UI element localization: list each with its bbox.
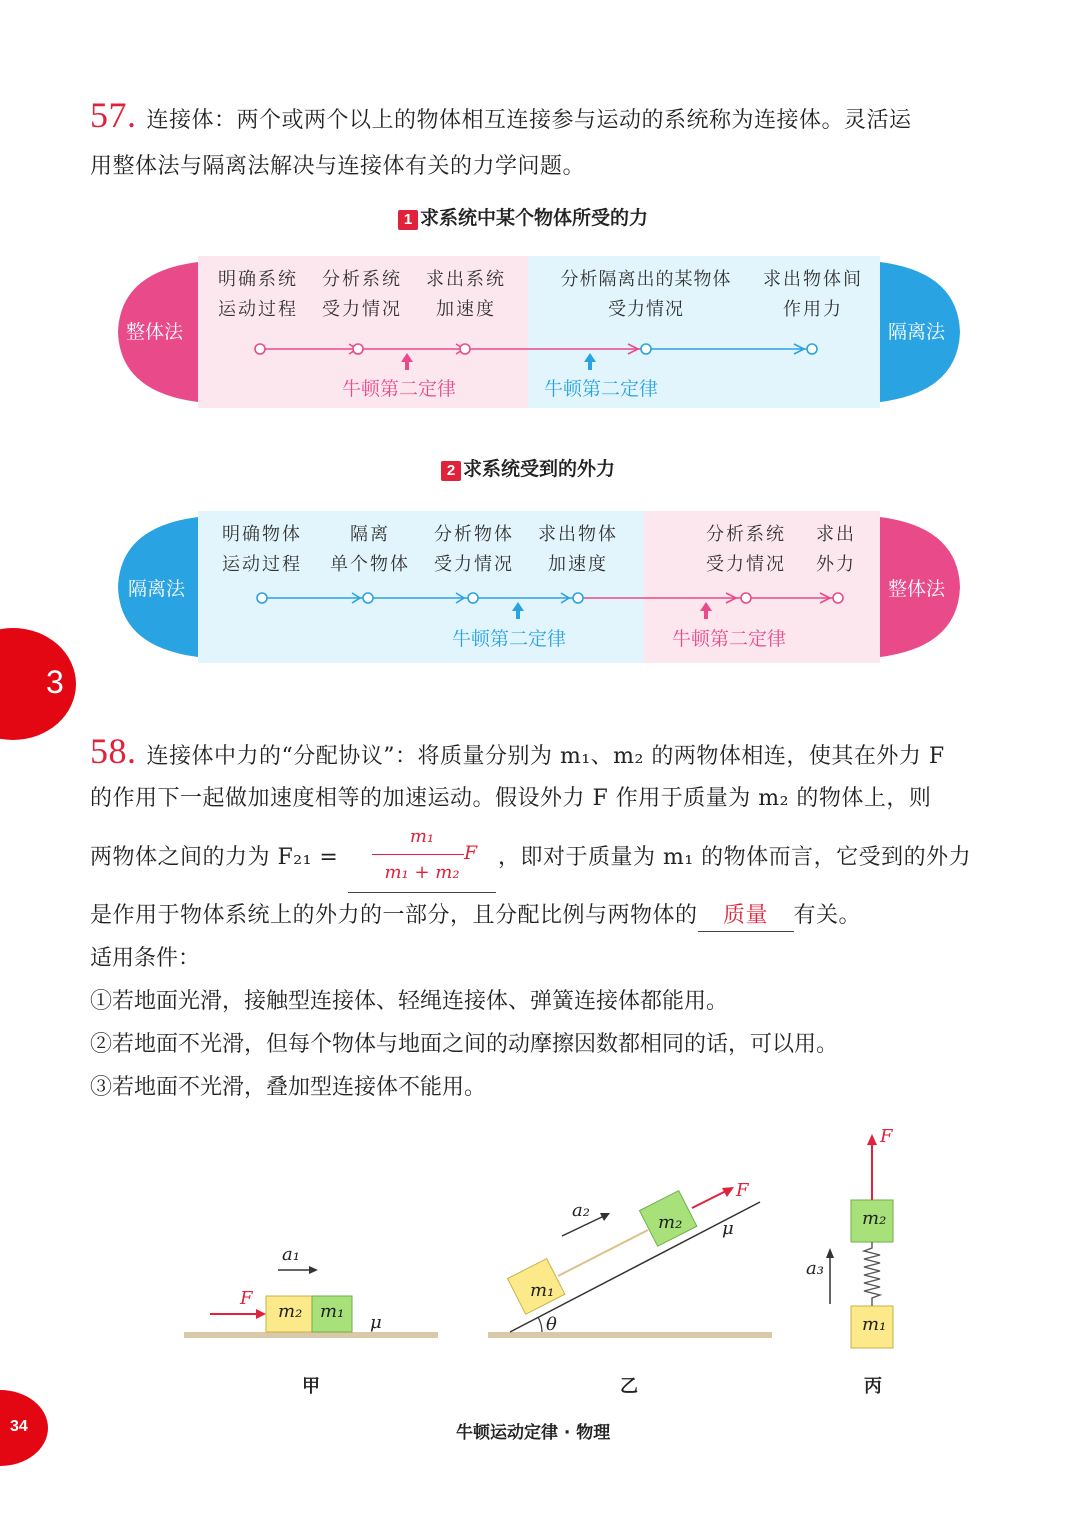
figures xyxy=(0,1120,1080,1420)
force-fraction xyxy=(348,826,496,894)
diagram2-right-method: 整体法 xyxy=(888,578,946,600)
q57-number: 57. xyxy=(90,95,137,135)
diagram2-step-2: 隔离 单个物体 xyxy=(330,524,410,575)
jia-ground xyxy=(184,1332,438,1338)
q57-line2: 用整体法与隔离法解决与连接体有关的力学问题。 xyxy=(90,154,586,179)
bing-label-m2: m₂ xyxy=(862,1208,887,1229)
chapter-tab xyxy=(0,628,76,740)
jia-label-m2: m₂ xyxy=(278,1301,303,1322)
diagram1-step-1: 明确系统 运动过程 xyxy=(218,269,298,320)
bing-label-F: F xyxy=(880,1126,893,1147)
yi-label-mu: μ xyxy=(722,1218,734,1239)
chapter-number: 3 xyxy=(46,664,64,700)
diagram1-left-method: 整体法 xyxy=(126,321,184,343)
bing-label-m1: m₁ xyxy=(862,1314,887,1335)
jia-label-m1: m₁ xyxy=(320,1301,345,1322)
yi-label-F: F xyxy=(736,1180,749,1201)
jia-caption: 甲 xyxy=(302,1376,320,1397)
footer-text: 牛顿运动定律 · 物理 xyxy=(456,1423,611,1443)
fraction-numerator: m₁ xyxy=(409,826,435,847)
diagram1-badge: 1 xyxy=(398,210,418,230)
diagram2-law-right: 牛顿第二定律 xyxy=(672,628,787,650)
fraction-bar xyxy=(372,854,464,855)
q58-number: 58. xyxy=(90,731,137,771)
q57-line1: 连接体：两个或两个以上的物体相互连接参与运动的系统称为连接体。灵活运 xyxy=(146,108,912,133)
diagram1-law-right: 牛顿第二定律 xyxy=(544,378,659,400)
jia-label-a: a₁ xyxy=(282,1244,300,1265)
diagram2-step-5: 分析系统 受力情况 xyxy=(706,524,786,575)
conditions-title: 适用条件： xyxy=(90,946,201,971)
yi-label-m1: m₁ xyxy=(530,1280,555,1301)
fraction-denominator: m₁ + m₂ xyxy=(384,862,460,883)
jia-label-F: F xyxy=(240,1288,253,1309)
diagram1-step-3: 求出系统 加速度 xyxy=(426,269,506,320)
diagram2-law-left: 牛顿第二定律 xyxy=(452,628,567,650)
q58-line3-post: ，即对于质量为 m₁ 的物体而言，它受到的外力 xyxy=(498,845,972,870)
diagram2-title: 2 求系统受到的外力 xyxy=(441,454,615,481)
diagram1-step-5: 求出物体间 作用力 xyxy=(763,269,863,320)
jia-label-mu: μ xyxy=(370,1312,382,1333)
answer-blank: 质量 xyxy=(698,901,794,932)
condition-1: ①若地面光滑，接触型连接体、轻绳连接体、弹簧连接体都能用。 xyxy=(90,989,729,1014)
q57-paragraph xyxy=(90,92,1000,190)
bing-caption: 丙 xyxy=(864,1376,882,1397)
condition-3: ③若地面不光滑，叠加型连接体不能用。 xyxy=(90,1075,487,1100)
diagram1-title: 1 求系统中某个物体所受的力 xyxy=(398,203,648,230)
diagram2-step-6: 求出 外力 xyxy=(816,524,856,575)
yi-caption: 乙 xyxy=(620,1376,638,1397)
condition-2: ②若地面不光滑，但每个物体与地面之间的动摩擦因数都相同的话，可以用。 xyxy=(90,1032,839,1057)
diagram1-step-2: 分析系统 受力情况 xyxy=(322,269,402,320)
diagram1-step-4: 分析隔离出的某物体 受力情况 xyxy=(560,269,732,320)
yi-label-a: a₂ xyxy=(572,1200,590,1221)
q58-line3-pre: 两物体之间的力为 F₂₁ = xyxy=(90,845,339,870)
diagram2-step-4: 求出物体 加速度 xyxy=(538,524,618,575)
diagram2-step-1: 明确物体 运动过程 xyxy=(222,524,302,575)
diagram1-law-left: 牛顿第二定律 xyxy=(342,378,457,400)
page-number: 34 xyxy=(10,1418,28,1435)
yi-label-m2: m₂ xyxy=(658,1212,683,1233)
q58-line2: 的作用下一起做加速度相等的加速运动。假设外力 F 作用于质量为 m₂ 的物体上，则 xyxy=(90,786,932,811)
fraction-F: F xyxy=(464,842,478,864)
diagram2-step-3: 分析物体 受力情况 xyxy=(434,524,514,575)
diagram1-right-method: 隔离法 xyxy=(888,321,946,343)
bing-label-a: a₃ xyxy=(806,1258,824,1279)
yi-label-theta: θ xyxy=(546,1314,557,1335)
q58-line4: 是作用于物体系统上的外力的一部分，且分配比例与两物体的 质量 有关。 xyxy=(90,893,861,939)
diagram2-badge: 2 xyxy=(441,461,461,481)
q58-line1: 58. 连接体中力的“分配协议”：将质量分别为 m₁、m₂ 的两物体相连，使其在外力 F xyxy=(90,731,945,771)
diagram2-left-method: 隔离法 xyxy=(128,578,186,600)
